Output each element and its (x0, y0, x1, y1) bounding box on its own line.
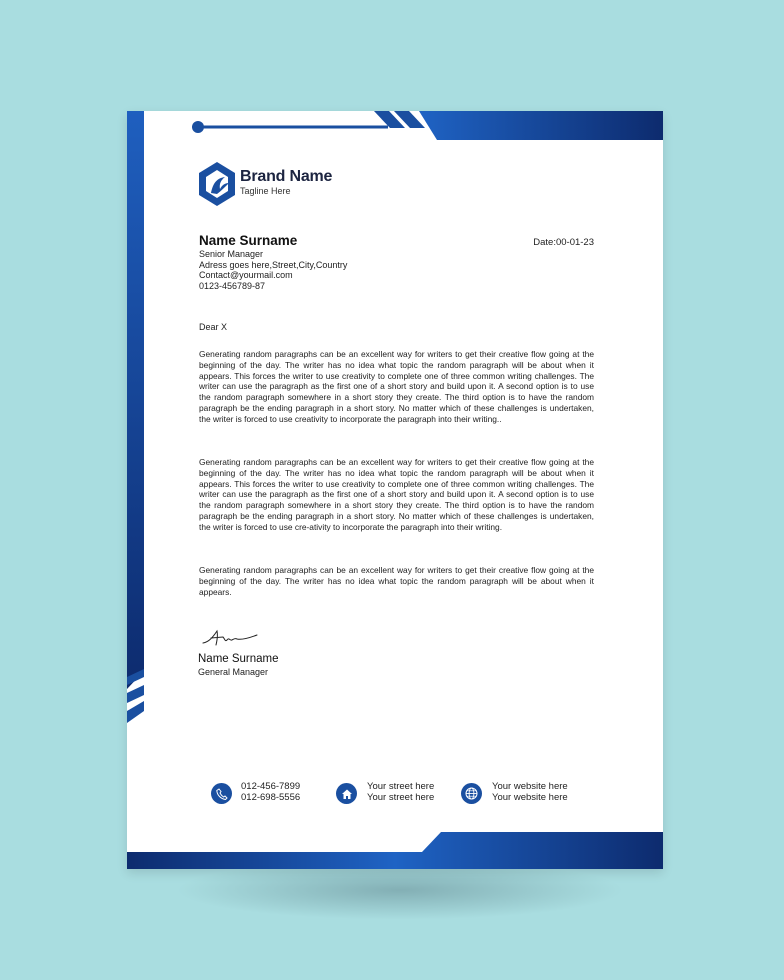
brand-logo-icon (197, 161, 237, 207)
body-paragraph-3: Generating random paragraphs can be an excellent way for writers to get their creative flow going at the beginning of the day. The writer has no idea what topic the random paragraph will be about when it appears. (199, 565, 594, 597)
left-side-bar (127, 111, 144, 689)
sender-phone: 0123-456789-87 (199, 281, 266, 291)
sender-role: Senior Manager (199, 249, 264, 259)
closing-name: Name Surname (198, 653, 279, 665)
footer-phones (241, 781, 300, 803)
footer-phone-2: 012-698-5556 (241, 792, 301, 803)
sender-email: Contact@yourmail.com (199, 270, 293, 280)
letterhead-page (127, 111, 663, 869)
footer-website-1: Your website here (492, 781, 568, 792)
footer-website (492, 781, 568, 803)
page-shadow (175, 860, 625, 920)
handwritten-signature (201, 627, 261, 649)
body-paragraph-2: Generating random paragraphs can be an excellent way for writers to get their creative flow going at the beginning of the day. The writer has no idea what topic the random paragraph will be about when it appears. This forces the writer to use creativity to complete one of three common writing challenges. The writer can use the paragraph as the first one of a short story and build upon it. A second option is to use the random paragraph somewhere in a short story they create. The third option is to have the random paragraph be the ending paragraph in a short story. No matter which of these challenges is undertaken, the writer is forced to use cre-ativity to incorporate the paragraph into their writing. (199, 457, 594, 532)
bottom-bar (127, 832, 663, 869)
phone-icon (211, 783, 232, 804)
top-line (198, 126, 388, 129)
home-icon (336, 783, 357, 804)
letter-date: Date:00-01-23 (533, 237, 594, 248)
sender-address: Adress goes here,Street,City,Country (199, 260, 348, 270)
brand-name: Brand Name (240, 168, 333, 185)
greeting: Dear X (199, 322, 228, 332)
brand-tagline: Tagline Here (240, 186, 291, 196)
left-stripe (127, 685, 144, 703)
body-paragraph-1: Generating random paragraphs can be an excellent way for writers to get their creative flow going at the beginning of the day. The writer has no idea what topic the random paragraph will be about when it appears. This forces the writer to use creativity to complete one of three common writing challenges. The writer can use the paragraph as the first one of a short story and build upon it. A second option is to use the random paragraph somewhere in a short story they create. The third option is to have the random paragraph be the ending paragraph in a short story. No matter which of these challenges is undertaken, the writer is forced to use creativity to incorporate the paragraph into their writing.. (199, 349, 594, 424)
footer-street (367, 781, 434, 803)
sender-name: Name Surname (199, 233, 298, 248)
footer-phone-1: 012-456-7899 (241, 781, 301, 792)
footer-street-2: Your street here (367, 792, 435, 803)
footer-street-1: Your street here (367, 781, 435, 792)
footer-website-2: Your website here (492, 792, 568, 803)
globe-icon (461, 783, 482, 804)
left-stripe (127, 701, 144, 723)
top-right-bar (419, 111, 663, 140)
closing-title: General Manager (198, 667, 269, 677)
